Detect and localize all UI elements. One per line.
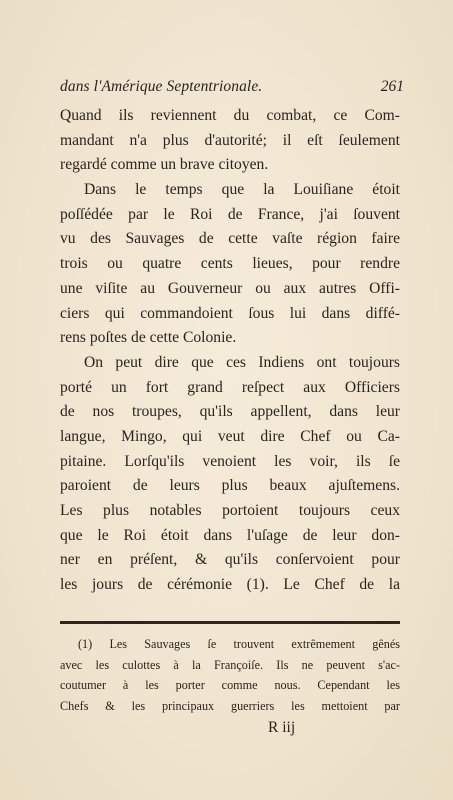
text-line: mandant n'a plus d'autorité; il eſt ſeulement — [60, 131, 400, 149]
running-head: dans l'Amérique Septentrionale. — [60, 78, 263, 95]
signature-mark: R iij — [268, 719, 296, 736]
text-line: de nos troupes, qu'ils appellent, dans leur — [60, 403, 400, 421]
text-line: que le Roi étoit dans l'uſage de leur don- — [60, 526, 400, 544]
footnote — [60, 634, 400, 716]
text-line: ciers qui commandoient ſous lui dans diffé- — [60, 304, 400, 322]
text-line: On peut dire que ces Indiens ont toujours — [84, 353, 400, 371]
text-line: les jours de cérémonie (1). Le Chef de la — [60, 576, 400, 594]
text-line: Les plus notables portoient toujours ceux — [60, 502, 400, 519]
text-line: une viſite au Gouverneur ou aux autres Offi- — [60, 279, 400, 297]
footnote-line: avec les culottes à la Françoiſe. Ils ne peuvent s'ac- — [60, 657, 400, 672]
text-line: paroient de leurs plus beaux ajuſtemens. — [60, 477, 400, 495]
footnote-line: (1) Les Sauvages ſe trouvent extrêmement gênés — [78, 637, 400, 651]
footnote-divider — [60, 621, 400, 624]
text-line: regardé comme un brave citoyen. — [60, 156, 269, 174]
footnote-line: Chefs & les principaux guerriers les mettoient par — [60, 698, 400, 713]
text-line: vu des Sauvages de cette vaſte région faire — [60, 230, 400, 248]
text-line: trois ou quatre cents lieues, pour rendre — [60, 255, 400, 273]
text-line: langue, Mingo, qui veut dire Chef ou Ca- — [60, 427, 400, 445]
text-line: ner en préſent, & qu'ils conſervoient pour — [60, 551, 400, 569]
page-header — [60, 78, 404, 100]
text-line: rens poſtes de cette Colonie. — [60, 329, 237, 347]
text-line: Dans le temps que la Louiſiane étoit — [84, 181, 400, 199]
page-number: 261 — [380, 78, 404, 95]
footnote-line: coutumer à les porter comme nous. Cependant les — [60, 678, 400, 693]
text-line: poſſédée par le Roi de France, j'ai ſouvent — [60, 205, 400, 223]
text-line: pitaine. Lorſqu'ils venoient les voir, ils ſe — [60, 452, 400, 470]
body-text — [60, 104, 400, 598]
text-line: Quand ils reviennent du combat, ce Com- — [60, 107, 400, 124]
text-line: porté un fort grand reſpect aux Officiers — [60, 378, 400, 396]
